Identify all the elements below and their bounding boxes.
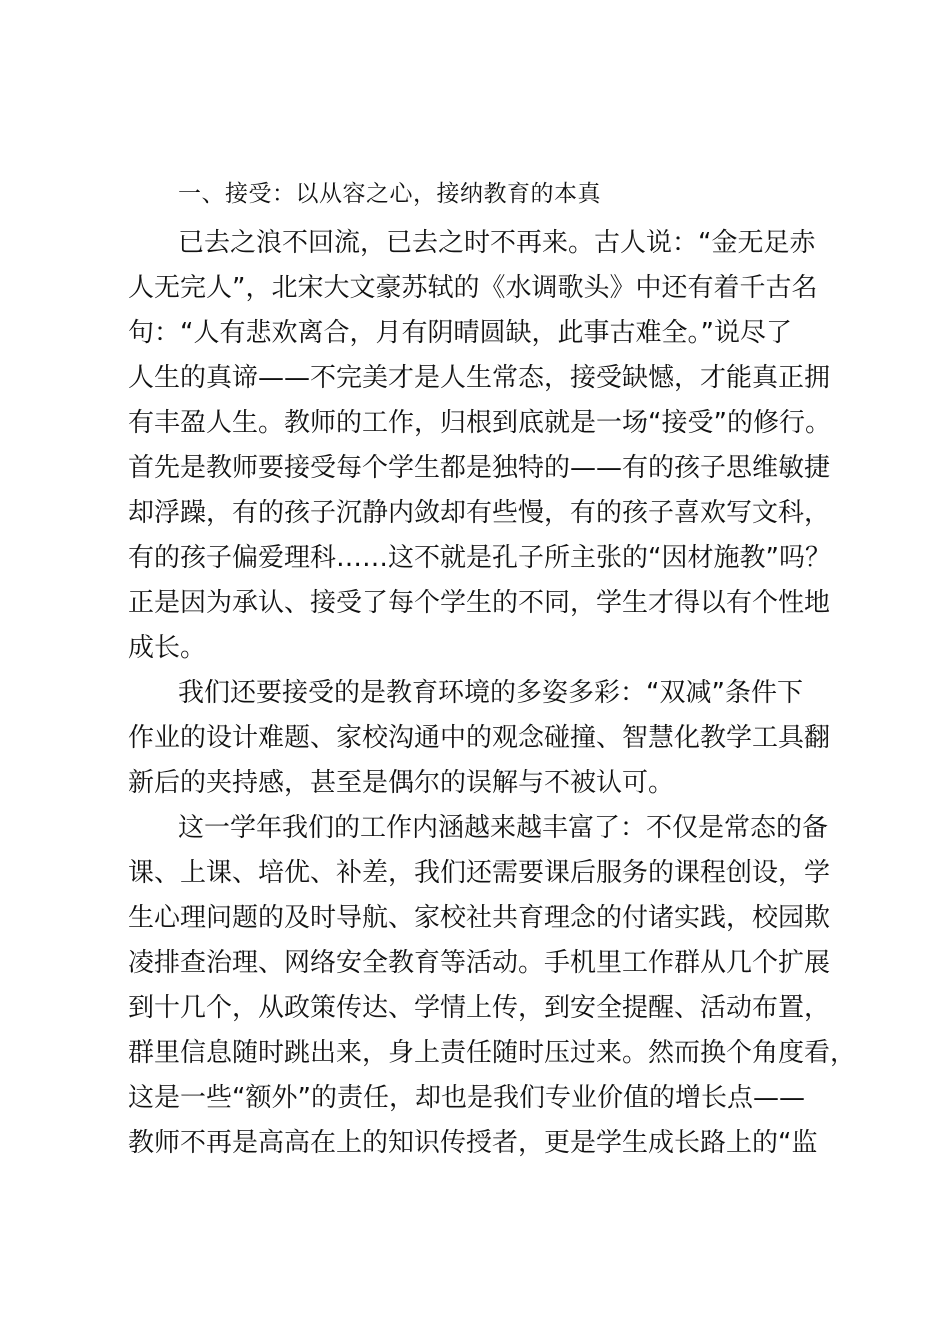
- text-line: 课、上课、培优、补差，我们还需要课后服务的课程创设，学: [128, 858, 831, 888]
- text-line: 有丰盈人生。教师的工作，归根到底就是一场“接受”的修行。: [128, 408, 831, 438]
- text-line: 作业的设计难题、家校沟通中的观念碰撞、智慧化教学工具翻: [128, 723, 831, 753]
- text-line: 句：“人有悲欢离合，月有阴晴圆缺，此事古难全。”说尽了: [128, 318, 792, 348]
- text-line: 到十几个，从政策传达、学情上传，到安全提醒、活动布置，: [128, 993, 831, 1023]
- text-line: 教师不再是高高在上的知识传授者，更是学生成长路上的“监: [128, 1128, 818, 1158]
- text-line: 这是一些“额外”的责任，却也是我们专业价值的增长点——: [128, 1083, 805, 1113]
- text-line: 首先是教师要接受每个学生都是独特的——有的孩子思维敏捷: [128, 453, 831, 483]
- text-line: 成长。: [128, 633, 207, 663]
- text-line: 凌排查治理、网络安全教育等活动。手机里工作群从几个扩展: [128, 948, 831, 978]
- section-heading: 一、接受：以从容之心，接纳教育的本真: [178, 181, 601, 207]
- text-line: 人无完人”，北宋大文豪苏轼的《水调歌头》中还有着千古名: [128, 273, 818, 303]
- text-line: 这一学年我们的工作内涵越来越丰富了：不仅是常态的备: [178, 813, 829, 843]
- text-line: 生心理问题的及时导航、家校社共育理念的付诸实践，校园欺: [128, 903, 831, 933]
- text-line: 人生的真谛——不完美才是人生常态，接受缺憾，才能真正拥: [128, 363, 831, 393]
- text-line: 却浮躁，有的孩子沉静内敛却有些慢，有的孩子喜欢写文科，: [128, 498, 831, 528]
- text-line: 新后的夹持感，甚至是偶尔的误解与不被认可。: [128, 768, 675, 798]
- text-line: 群里信息随时跳出来，身上责任随时压过来。然而换个角度看，: [128, 1038, 857, 1068]
- text-line: 已去之浪不回流，已去之时不再来。古人说：“金无足赤: [178, 228, 816, 258]
- text-line: 有的孩子偏爱理科……这不就是孔子所主张的“因材施教”吗？: [128, 543, 831, 573]
- text-line: 我们还要接受的是教育环境的多姿多彩：“双减”条件下: [178, 678, 803, 708]
- text-line: 正是因为承认、接受了每个学生的不同，学生才得以有个性地: [128, 588, 831, 618]
